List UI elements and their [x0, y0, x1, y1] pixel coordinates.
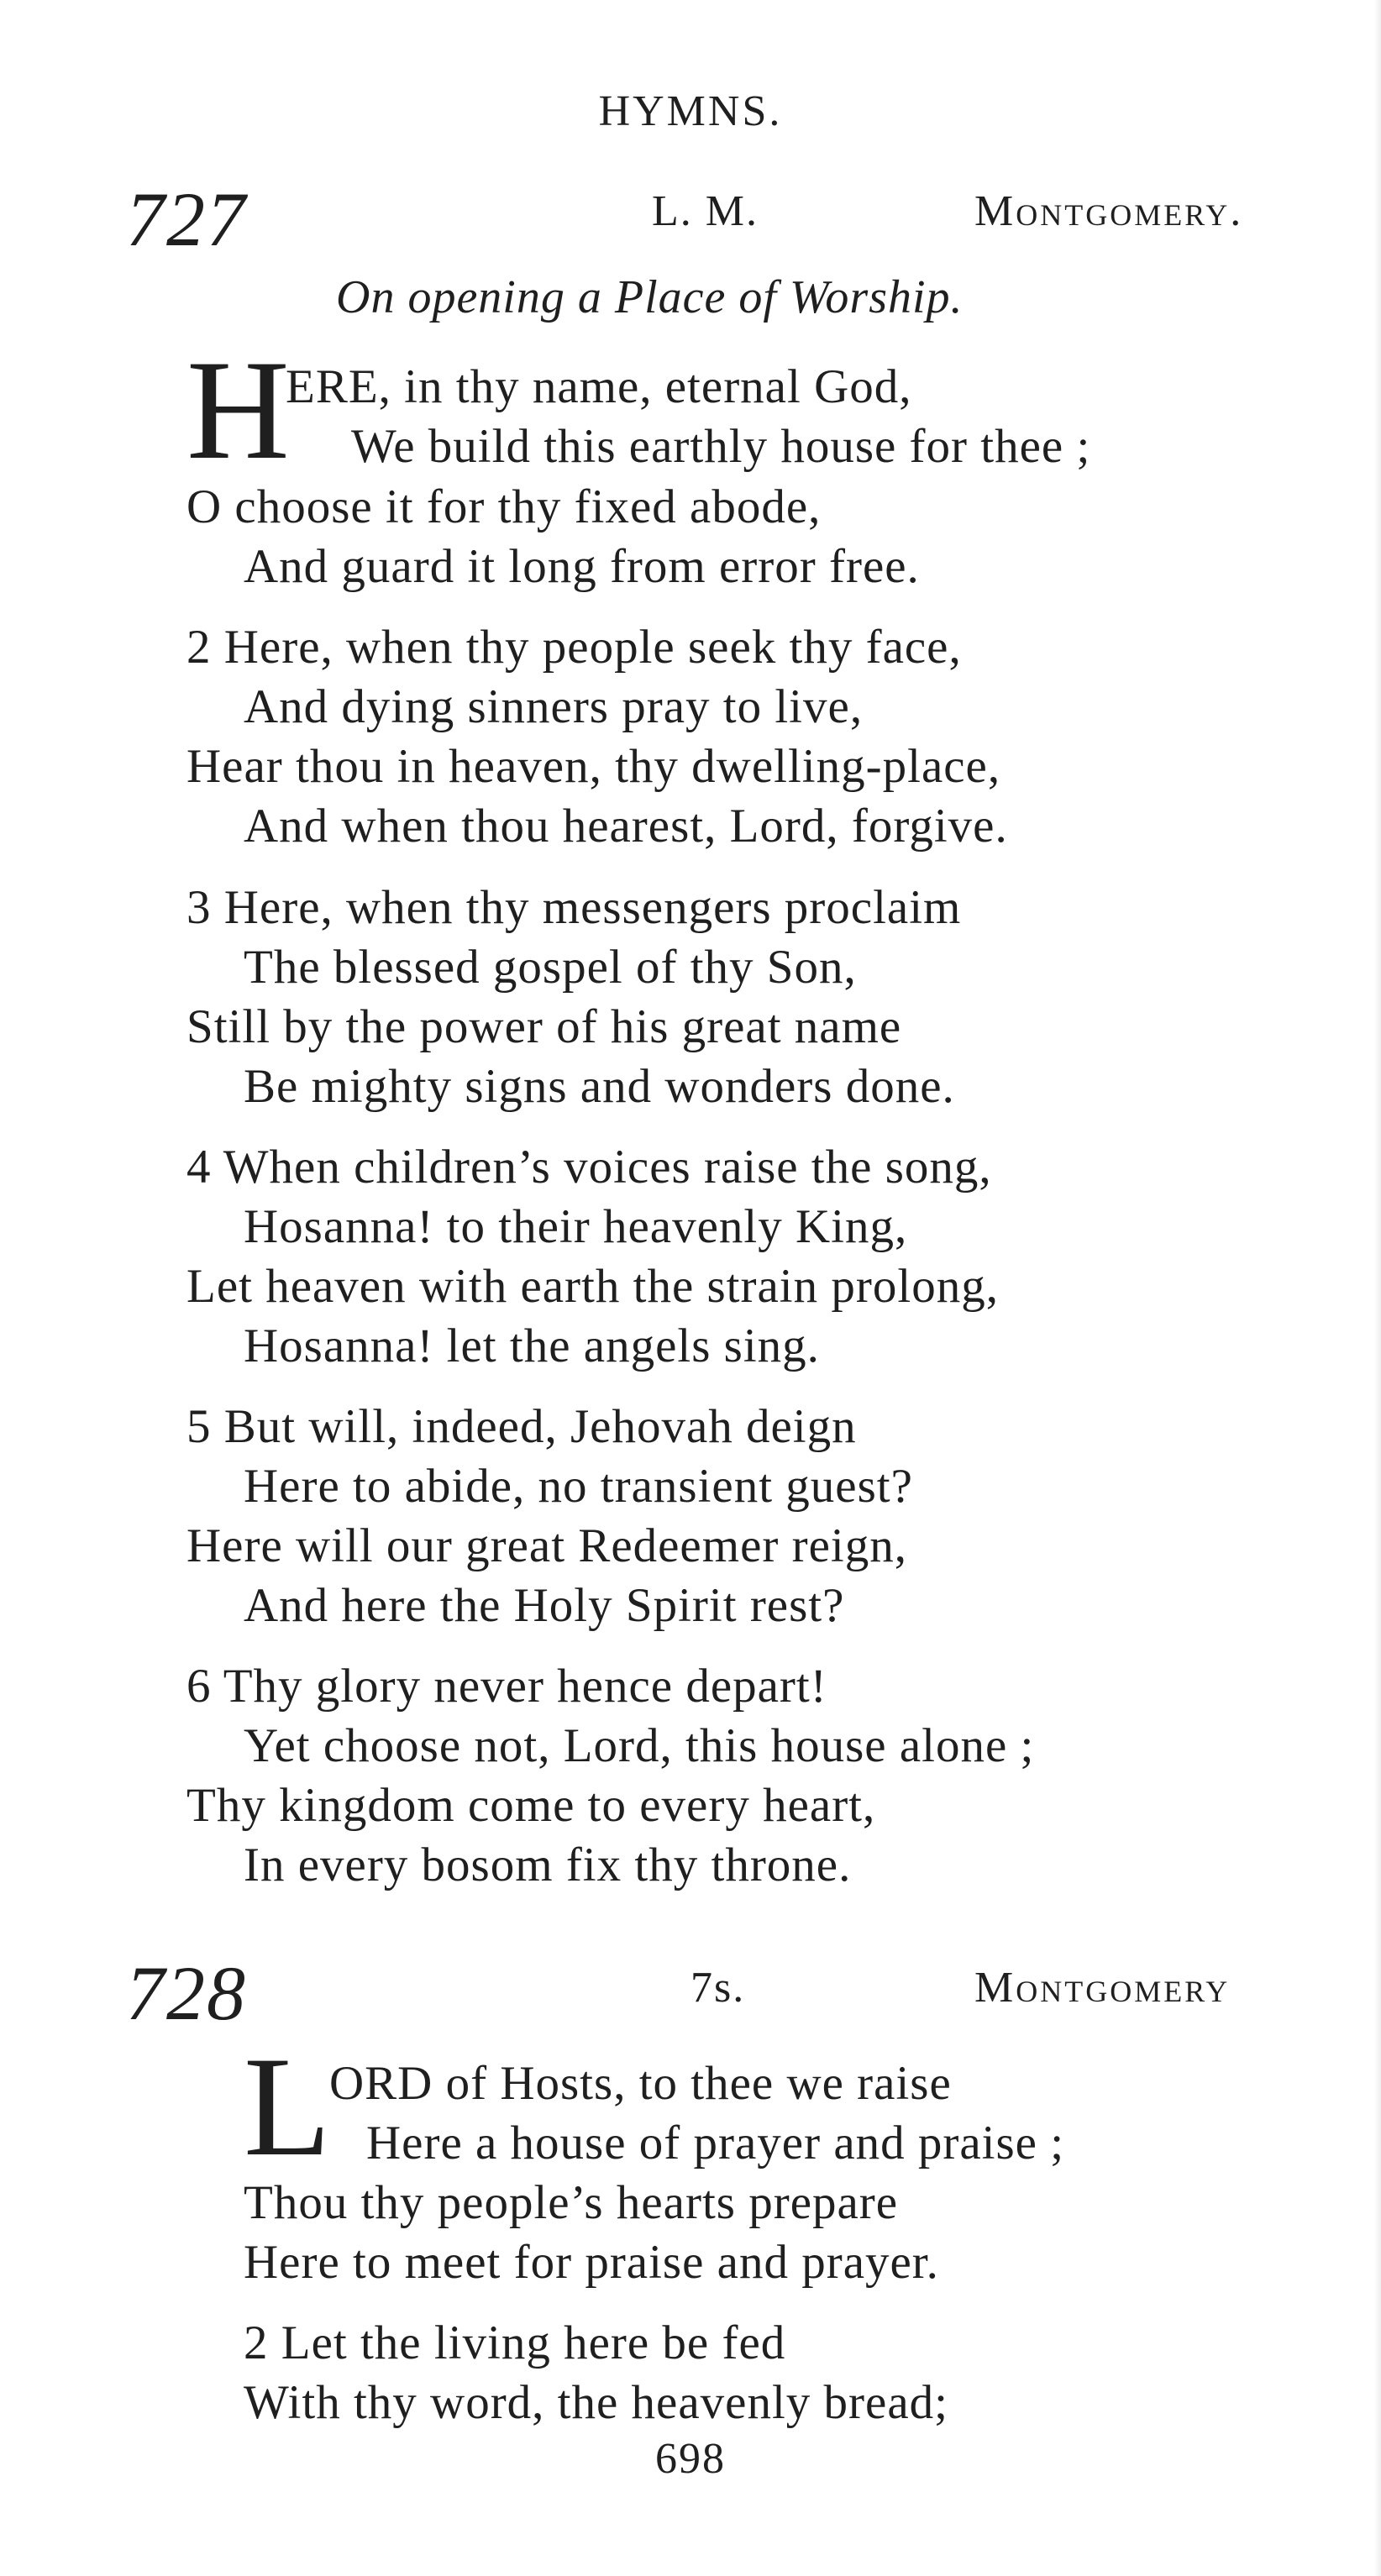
hymn-meter: L. M. — [652, 187, 759, 235]
verse-line: And here the Holy Spirit rest? — [244, 1579, 845, 1632]
verse-line: The blessed gospel of thy Son, — [244, 941, 857, 994]
verse-line: 5 But will, indeed, Jehovah deign — [186, 1400, 857, 1453]
drop-cap: L — [244, 2028, 331, 2185]
hymn-occasion: On opening a Place of Worship. — [336, 271, 964, 323]
hymn-author: Montgomery — [974, 1964, 1231, 2012]
verse-line: Be mighty signs and wonders done. — [244, 1060, 955, 1113]
verse-line: Here to meet for praise and prayer. — [244, 2236, 939, 2289]
verse-line: 2 Here, when thy people seek thy face, — [186, 621, 962, 674]
hymn-meter: 7s. — [690, 1964, 746, 2012]
hymn-number: 727 — [126, 176, 247, 262]
verse-line: Thy kingdom come to every heart, — [186, 1779, 876, 1832]
verse-line: 6 Thy glory never hence depart! — [186, 1660, 827, 1713]
verse-line: With thy word, the heavenly bread; — [244, 2376, 948, 2429]
verse-line: Yet choose not, Lord, this house alone ; — [244, 1719, 1035, 1772]
verse-line: Hosanna! to their heavenly King, — [244, 1200, 908, 1253]
verse-line: Thou thy people’s hearts prepare — [244, 2176, 899, 2229]
running-header: HYMNS. — [598, 87, 783, 135]
verse-line: And when thou hearest, Lord, forgive. — [244, 800, 1008, 853]
verse-line: Hear thou in heaven, thy dwelling-place, — [186, 740, 1001, 793]
verse-line: We build this earthly house for thee ; — [351, 420, 1091, 473]
verse-line: Still by the power of his great name — [186, 1000, 902, 1053]
verse-line: 4 When children’s voices raise the song, — [186, 1141, 992, 1194]
verse-line: Here to abide, no transient guest? — [244, 1460, 913, 1513]
page-number: 698 — [655, 2435, 726, 2483]
verse-line: Here a house of prayer and praise ; — [366, 2117, 1065, 2169]
verse-line: Here will our great Redeemer reign, — [186, 1519, 907, 1572]
verse-line: ORD of Hosts, to thee we raise — [329, 2057, 952, 2110]
drop-cap: H — [186, 331, 290, 489]
hymn-author: Montgomery. — [974, 187, 1244, 235]
verse-line: And dying sinners pray to live, — [244, 680, 864, 733]
verse-line: And guard it long from error free. — [244, 540, 920, 593]
verse-line: Hosanna! let the angels sing. — [244, 1319, 820, 1372]
verse-line: ERE, in thy name, eternal God, — [286, 360, 912, 413]
hymn-number: 728 — [126, 1950, 247, 2036]
verse-line: In every bosom fix thy throne. — [244, 1839, 852, 1891]
verse-line: Let heaven with earth the strain prolong, — [186, 1260, 999, 1313]
verse-line: 3 Here, when thy messengers proclaim — [186, 881, 962, 934]
verse-line: O choose it for thy fixed abode, — [186, 480, 822, 533]
page-edge — [1374, 0, 1381, 2576]
verse-line: 2 Let the living here be fed — [244, 2316, 786, 2369]
